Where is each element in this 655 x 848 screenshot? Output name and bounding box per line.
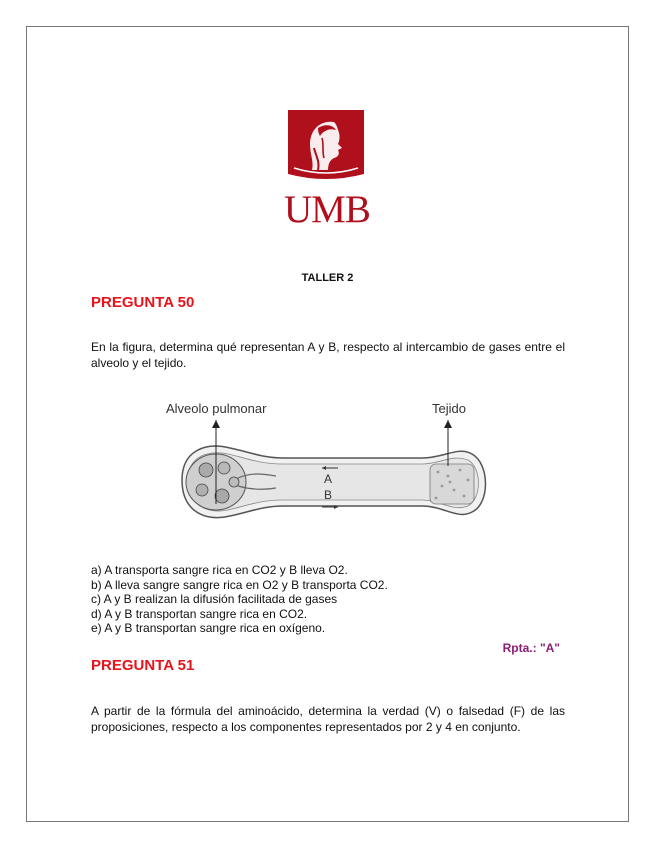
umb-logo [284, 108, 368, 188]
logo-text: UMB [284, 188, 370, 231]
diagram-marker-b: B [324, 488, 333, 502]
question-50-text: En la figura, determina qué representan A y B, respecto al intercambio de gases entre el alveolo y el tejido. [91, 340, 565, 370]
option-c: c) A y B realizan la difusión facilitada de gases [91, 592, 338, 606]
diagram-label-alveolo: Alveolo pulmonar [166, 401, 267, 416]
question-51-title: PREGUNTA 51 [91, 657, 195, 674]
worksheet-title: TALLER 2 [301, 272, 354, 284]
question-51-text: A partir de la fórmula del aminoácido, determina la verdad (V) o falsedad (F) de las proposiciones, respecto a los componentes representados por 2 y 4 en conjunto. [91, 704, 565, 734]
diagram-marker-a: A [324, 472, 333, 486]
question-50-title: PREGUNTA 50 [91, 294, 195, 311]
option-d: d) A y B transportan sangre rica en CO2. [91, 606, 308, 621]
option-b: b) A lleva sangre sangre rica en O2 y B transporta CO2. [91, 577, 388, 592]
gas-exchange-diagram [172, 420, 492, 540]
answer-options [91, 563, 388, 636]
option-a: a) A transporta sangre rica en CO2 y B lleva O2. [91, 563, 348, 577]
diagram-label-tejido: Tejido [432, 401, 466, 416]
answer-text: Rpta.: "A" [502, 641, 560, 655]
option-e: e) A y B transportan sangre rica en oxígeno. [91, 621, 326, 635]
